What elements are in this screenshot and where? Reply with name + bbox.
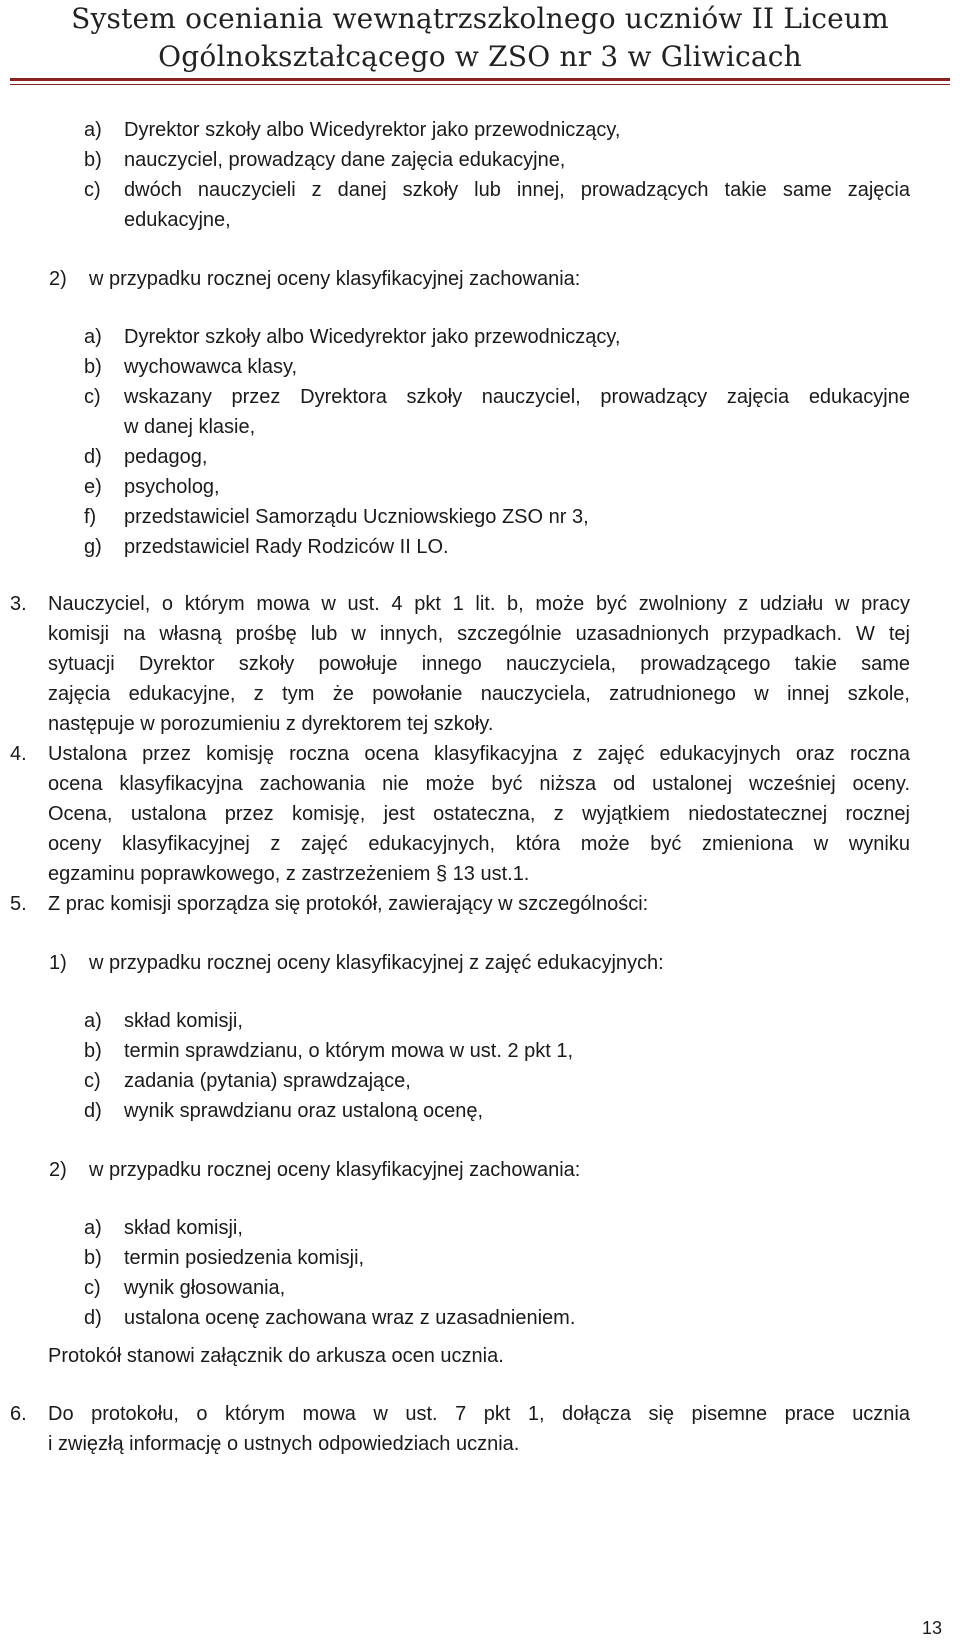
list-item: c) zadania (pytania) sprawdzające, <box>84 1070 411 1092</box>
list-item: b) nauczyciel, prowadzący dane zajęcia edukacyjne, <box>84 149 566 171</box>
paragraph-line: zajęcia edukacyjne, z tym że powołanie nauczyciela, zatrudnionego w innej szkole, <box>48 683 910 705</box>
page-number: 13 <box>921 1618 942 1638</box>
list-item: a) Dyrektor szkoły albo Wicedyrektor jako przewodniczący, <box>84 326 621 348</box>
paragraph-line: Ocena, ustalona przez komisję, jest ostateczna, z wyjątkiem niedostatecznej rocznej <box>48 803 910 825</box>
header-title-line2: Ogólnokształcącego w ZSO nr 3 w Gliwicach <box>158 40 802 73</box>
paragraph-line: następuje w porozumieniu z dyrektorem tej szkoły. <box>48 713 494 735</box>
page-header <box>0 0 960 76</box>
list-item-continuation: w danej klasie, <box>124 416 256 438</box>
list-item-continuation: edukacyjne, <box>124 209 231 231</box>
list-item: c) wynik głosowania, <box>84 1277 286 1299</box>
paragraph-number: 6. <box>10 1403 27 1425</box>
paragraph-line: oceny klasyfikacyjnej z zajęć edukacyjnych, która może być zmieniona w wyniku <box>48 833 910 855</box>
protocol-note: Protokół stanowi załącznik do arkusza ocen ucznia. <box>48 1345 504 1367</box>
header-title-line1: System oceniania wewnątrzszkolnego uczniów II Liceum <box>71 2 889 35</box>
numbered-item: 1) w przypadku rocznej oceny klasyfikacyjnej z zajęć edukacyjnych: <box>49 952 664 974</box>
paragraph-line: egzaminu poprawkowego, z zastrzeżeniem § 13 ust.1. <box>48 863 530 885</box>
list-item: e) psycholog, <box>84 476 220 498</box>
paragraph-line: Z prac komisji sporządza się protokół, zawierający w szczególności: <box>48 893 649 915</box>
list-item: d) ustalona ocenę zachowana wraz z uzasadnieniem. <box>84 1307 576 1329</box>
header-rule-thin <box>10 84 950 85</box>
paragraph-number: 5. <box>10 893 27 915</box>
list-item: a) Dyrektor szkoły albo Wicedyrektor jako przewodniczący, <box>84 119 621 141</box>
paragraph-line: Do protokołu, o którym mowa w ust. 7 pkt 1, dołącza się pisemne prace ucznia <box>48 1403 910 1425</box>
list-item: b) termin sprawdzianu, o którym mowa w ust. 2 pkt 1, <box>84 1040 574 1062</box>
paragraph-line: komisji na własną prośbę lub w innych, szczególnie uzasadnionych przypadkach. W tej <box>48 623 910 645</box>
numbered-item: 2) w przypadku rocznej oceny klasyfikacyjnej zachowania: <box>49 268 581 290</box>
list-item: b) termin posiedzenia komisji, <box>84 1247 365 1269</box>
list-item: d) wynik sprawdzianu oraz ustaloną ocenę, <box>84 1100 484 1122</box>
paragraph-line: i zwięzłą informację o ustnych odpowiedziach ucznia. <box>48 1433 520 1455</box>
paragraph-line: sytuacji Dyrektor szkoły powołuje innego nauczyciela, prowadzącego takie same <box>48 653 910 675</box>
paragraph-number: 4. <box>10 743 27 765</box>
list-item: a) skład komisji, <box>84 1010 243 1032</box>
paragraph-line: Nauczyciel, o którym mowa w ust. 4 pkt 1 lit. b, może być zwolniony z udziału w pracy <box>48 593 910 615</box>
list-item: g) przedstawiciel Rady Rodziców II LO. <box>84 536 449 558</box>
header-rule-thick <box>10 78 950 81</box>
list-item: b) wychowawca klasy, <box>84 356 298 378</box>
list-item: f) przedstawiciel Samorządu Uczniowskiego ZSO nr 3, <box>84 506 589 528</box>
list-item: c) wskazany przez Dyrektora szkoły nauczyciel, prowadzący zajęcia edukacyjne <box>84 386 910 408</box>
list-item: d) pedagog, <box>84 446 208 468</box>
numbered-item: 2) w przypadku rocznej oceny klasyfikacyjnej zachowania: <box>49 1159 581 1181</box>
paragraph-line: Ustalona przez komisję roczna ocena klasyfikacyjna z zajęć edukacyjnych oraz roczna <box>48 743 910 765</box>
list-item: c) dwóch nauczycieli z danej szkoły lub innej, prowadzących takie same zajęcia <box>84 179 910 201</box>
list-item: a) skład komisji, <box>84 1217 243 1239</box>
paragraph-number: 3. <box>10 593 27 615</box>
paragraph-line: ocena klasyfikacyjna zachowania nie może być niższa od ustalonej wcześniej oceny. <box>48 773 910 795</box>
